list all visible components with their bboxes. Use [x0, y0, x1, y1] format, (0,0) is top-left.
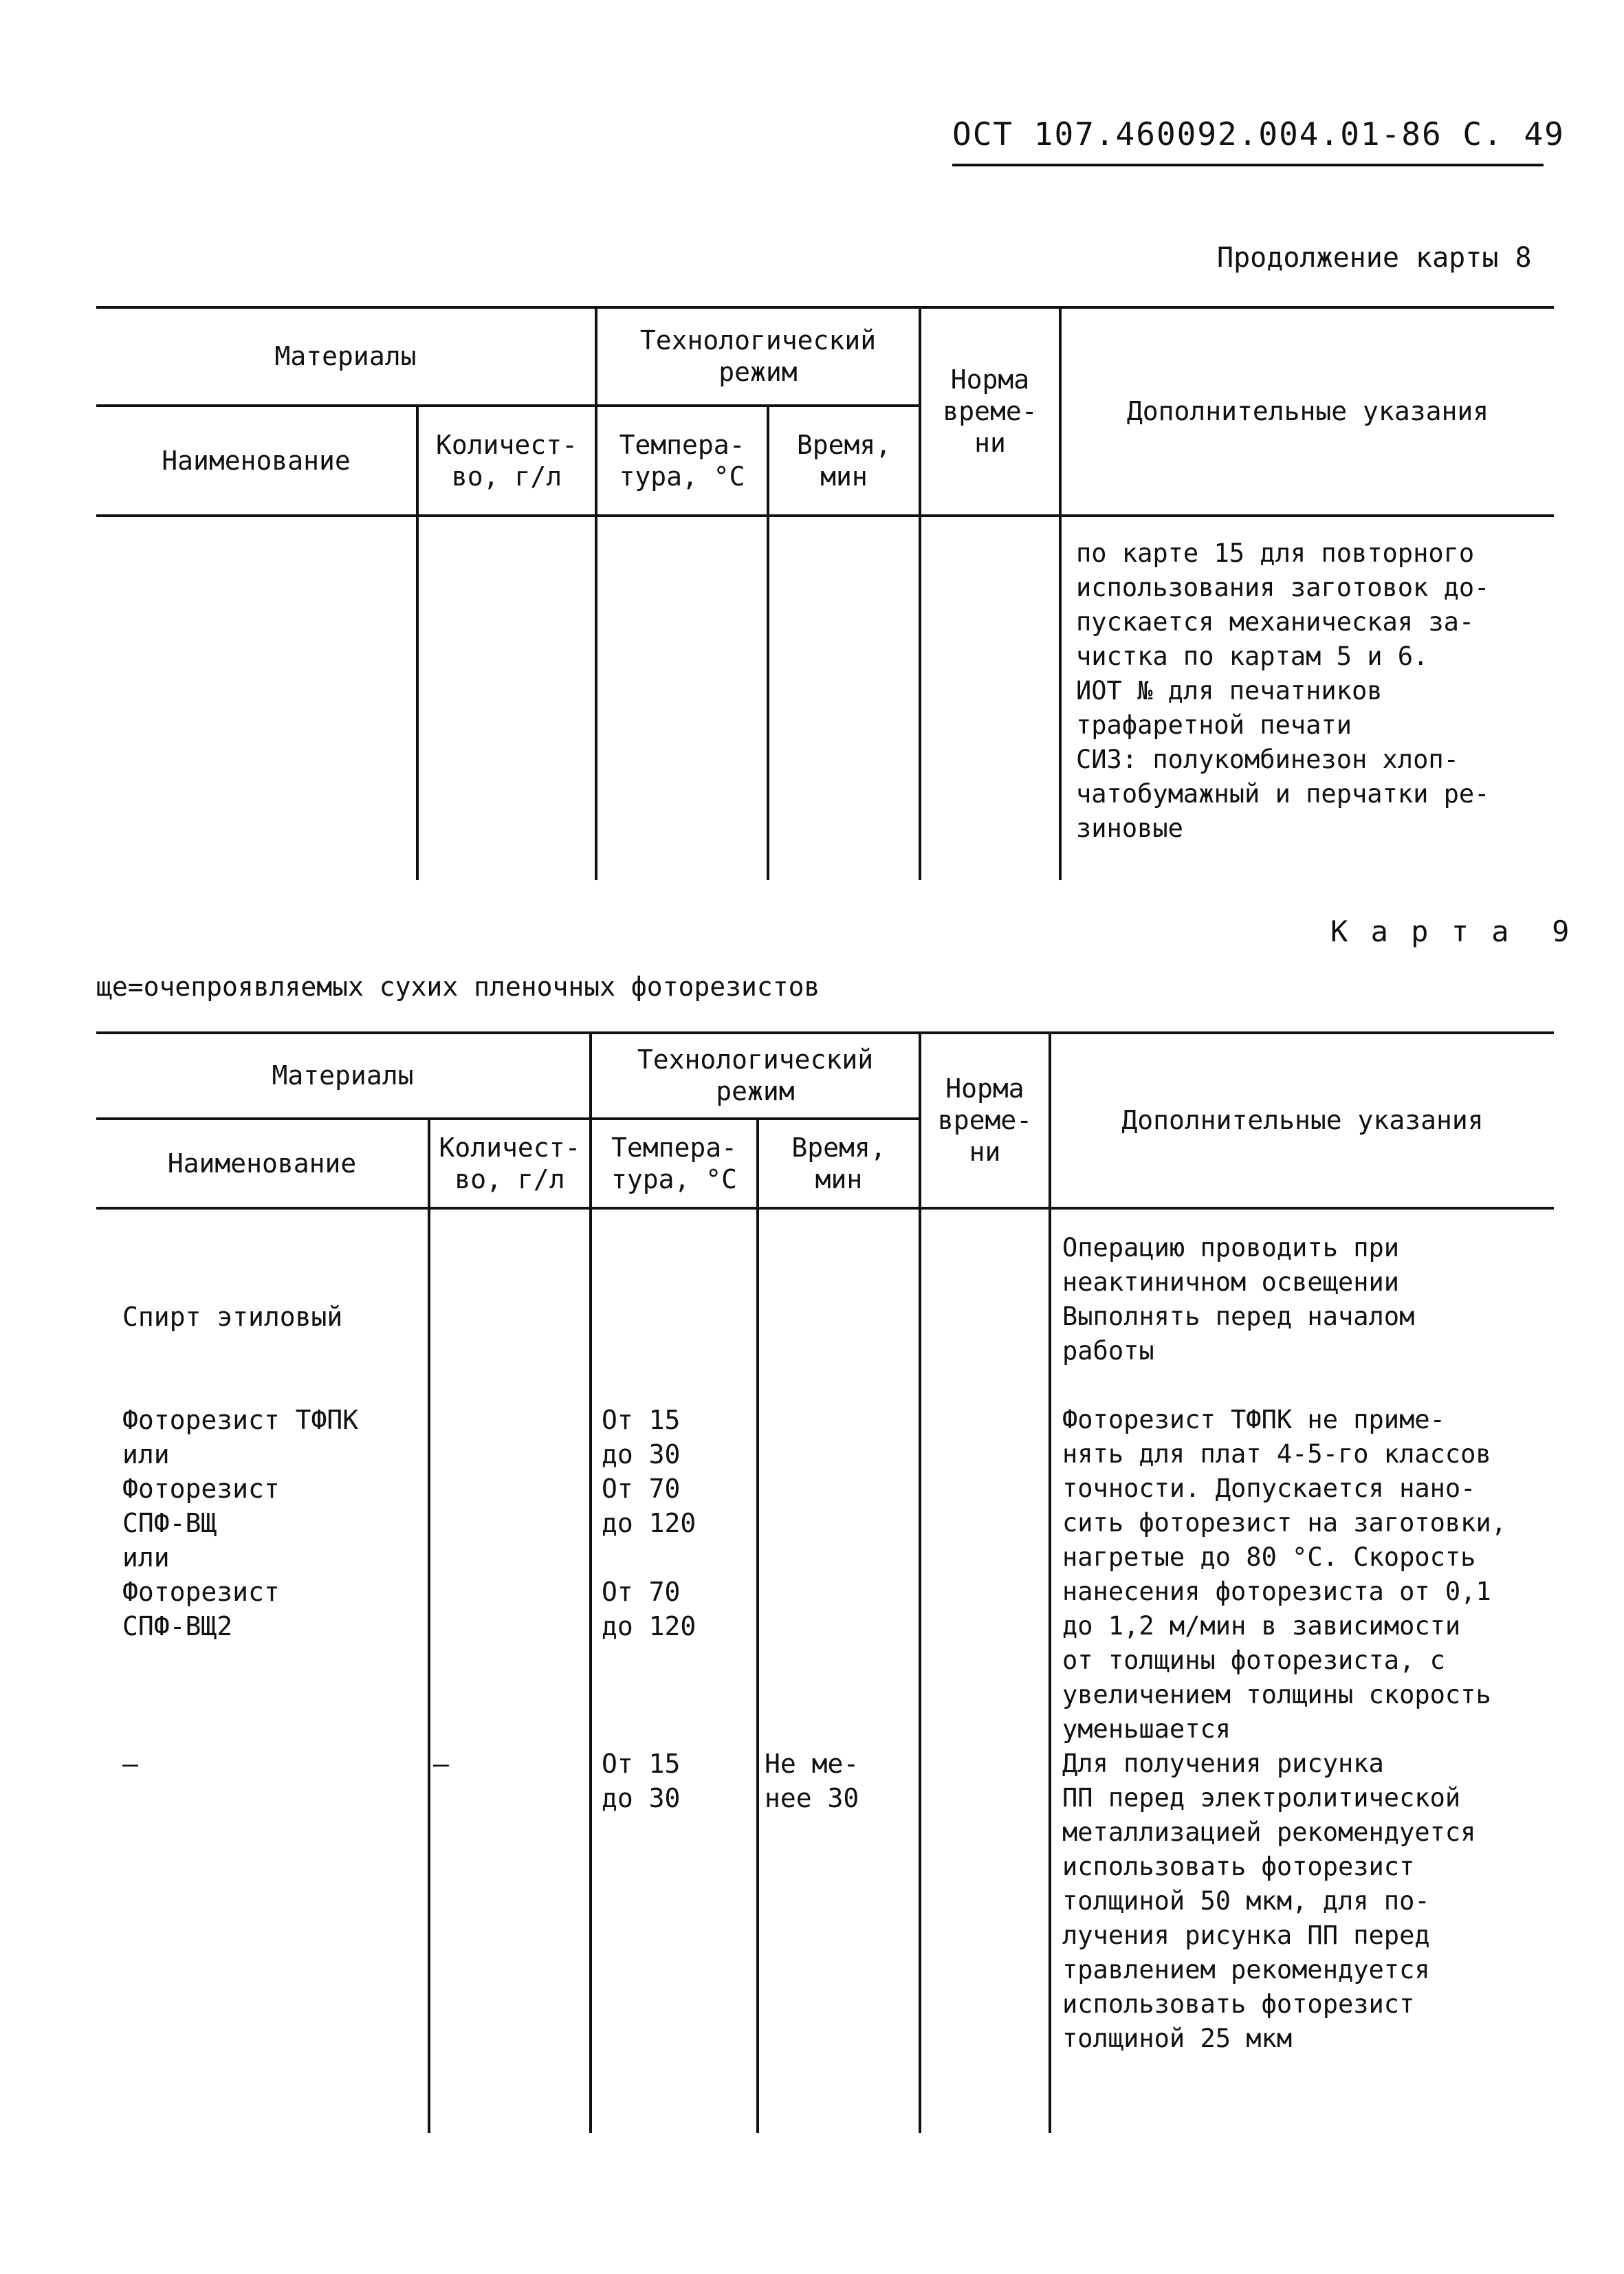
header-additional: Дополнительные указания: [1126, 396, 1489, 426]
header-temperature: Темпера- тура, °С: [611, 1133, 738, 1194]
header-temperature: Темпера- тура, °С: [619, 430, 745, 492]
header-name: Наименование: [167, 1148, 357, 1179]
materials-quantity: –: [433, 1749, 449, 1779]
header-time: Время, мин: [791, 1133, 886, 1194]
header-materials: Материалы: [274, 341, 417, 371]
header-norm-time: Норма време- ни: [943, 364, 1038, 458]
header-additional: Дополнительные указания: [1121, 1105, 1484, 1135]
header-materials: Материалы: [272, 1060, 414, 1091]
document-header: ОСТ 107.460092.004.01-86 С. 49: [952, 116, 1565, 153]
header-norm-time: Норма време- ни: [937, 1073, 1033, 1167]
header-time: Время, мин: [796, 430, 892, 492]
additional-instructions: Операцию проводить при неактиничном освещении Выполнять перед началом работы Фоторезист ТФПК не приме- нять для плат 4-5-го классов точности. Допускается нано- сить фоторезист на заготовки, нагретые до 80 °С. Скорость нанесения фоторезиста от 0,1 до 1,2 м/мин в зависимости от толщины фоторезиста, с увеличением толщины скорость уменьшается Для получения рисунка ПП перед электролитической металлизацией рекомендуется использовать фоторезист толщиной 50 мкм, для по- лучения рисунка ПП перед травлением рекомендуется использовать фоторезист толщиной 25 мкм: [1062, 1233, 1507, 2053]
card-title: К а р т а 9: [1330, 915, 1572, 948]
header-quantity: Количест- во, г/л: [436, 430, 578, 492]
header-tech-mode: Технологический режим: [637, 1045, 874, 1106]
header-quantity: Количест- во, г/л: [439, 1133, 581, 1194]
continuation-label: Продолжение карты 8: [1217, 242, 1532, 274]
card-subtitle: ще=очепроявляемых сухих пленочных фоторезистов: [96, 972, 820, 1002]
header-tech-mode: Технологический режим: [639, 325, 877, 387]
materials-names: Спирт этиловый Фоторезист ТФПК или Фоторезист СПФ-ВЩ или Фоторезист СПФ-ВЩ2 –: [122, 1302, 359, 1779]
temperature-values: От 15 до 30 От 70 до 120 От 70 до 120 От 15 до 30: [602, 1405, 696, 1813]
additional-instructions: по карте 15 для повторного использования заготовок до- пускается механическая за- чистка по картам 5 и 6. ИОТ № для печатников трафаретной печати СИЗ: полукомбинезон хлоп- чатобумажный и перчатки ре- зиновые: [1076, 538, 1490, 843]
header-name: Наименование: [162, 446, 351, 476]
header-underline: [952, 164, 1544, 166]
time-values: Не ме- нее 30: [765, 1749, 859, 1813]
